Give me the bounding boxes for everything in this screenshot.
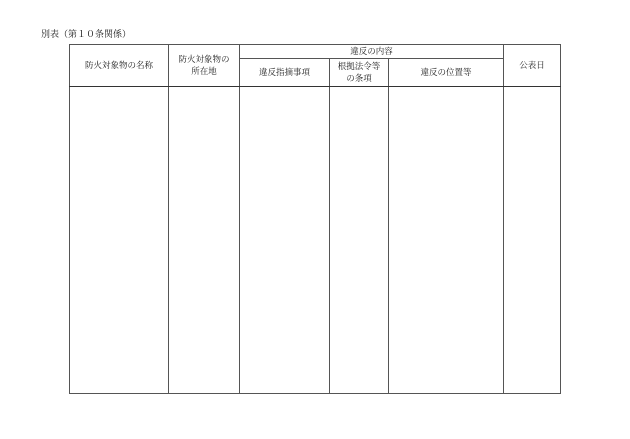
header-violation-item bbox=[240, 59, 330, 87]
header-violation-item-label: 違反指摘事項 bbox=[258, 67, 310, 78]
header-violation-position bbox=[389, 59, 504, 87]
header-facility-location-label: 防火対象物の 所在地 bbox=[178, 54, 230, 77]
header-legal-basis-label: 根拠法令等 の条項 bbox=[337, 61, 381, 84]
cell-legal-basis bbox=[330, 87, 389, 394]
header-facility-location bbox=[169, 45, 240, 87]
header-publication-date-label: 公表日 bbox=[519, 60, 545, 71]
table-row bbox=[70, 87, 561, 394]
cell-facility-name bbox=[70, 87, 169, 394]
cell-violation-item bbox=[240, 87, 330, 394]
header-publication-date bbox=[504, 45, 561, 87]
header-violation-position-label: 違反の位置等 bbox=[420, 67, 472, 78]
header-legal-basis bbox=[330, 59, 389, 87]
cell-violation-position bbox=[389, 87, 504, 394]
cell-publication-date bbox=[504, 87, 561, 394]
publication-table bbox=[69, 44, 561, 394]
form-caption: 別表（第１０条関係） bbox=[41, 30, 132, 40]
header-facility-name bbox=[70, 45, 169, 87]
header-facility-name-label: 防火対象物の名称 bbox=[84, 60, 153, 71]
header-violation-group bbox=[240, 45, 504, 59]
header-violation-group-label: 違反の内容 bbox=[350, 46, 393, 57]
cell-facility-location bbox=[169, 87, 240, 394]
